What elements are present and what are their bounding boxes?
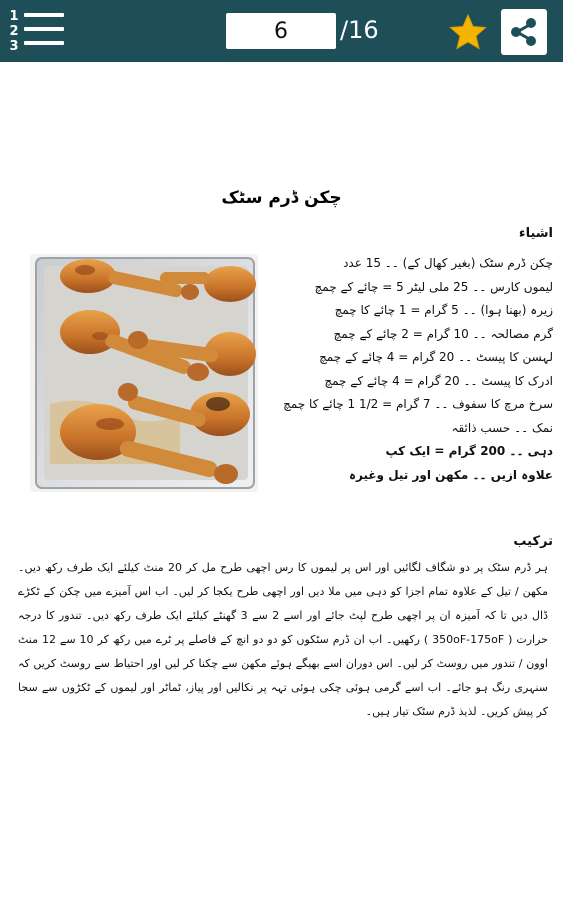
- menu-number-1: 1: [9, 9, 19, 24]
- menu-line: [24, 27, 64, 31]
- recipe-title: چکن ڈرم سٹک: [221, 188, 342, 208]
- top-toolbar: [0, 0, 563, 62]
- ingredient-item: چکن ڈرم سٹک (بغیر کھال کے) ۔۔ 15 عدد: [343, 256, 553, 270]
- share-button[interactable]: [501, 9, 547, 55]
- menu-line: [24, 13, 64, 17]
- share-icon: [509, 17, 539, 47]
- ingredient-item: نمک ۔۔ حسب ذائقہ: [451, 420, 553, 435]
- menu-number-3: 3: [9, 39, 19, 54]
- ingredient-item: لہسن کا پیسٹ ۔۔ 20 گرام = 4 چائے کے چمچ: [319, 350, 553, 364]
- ingredient-item: سرخ مرچ کا سفوف ۔۔ 7 گرام = 1/2 1 چائے کا چمچ: [283, 397, 553, 411]
- method-heading: ترکیب: [513, 534, 553, 549]
- chicken-drumsticks-photo: [30, 254, 258, 492]
- favorite-star-icon[interactable]: [448, 12, 488, 52]
- ingredient-item: علاوہ ازیں ۔۔ مکھن اور تیل وغیرہ: [348, 467, 553, 482]
- chapter-list-icon[interactable]: [8, 10, 66, 54]
- recipe-page: [0, 62, 563, 900]
- ingredient-item: زیرہ (بھنا ہوا) ۔۔ 5 گرام = 1 چائے کا چمچ: [334, 303, 553, 317]
- star-icon: [448, 12, 488, 52]
- ingredient-item: لیموں کارس ۔۔ 25 ملی لیٹر 5 = چائے کے چمچ: [314, 279, 553, 294]
- method-text: ہر ڈرم سٹک پر دو شگاف لگائیں اور اس پر لیموں کا رس اچھی طرح مل کر 20 منٹ کیلئے ایک طرف رکھ دیں۔ مکھن / تیل کے علاوہ تمام اجزا کو دہی میں ملا دیں اور اچھی طرح یکجا کر لیں۔ اب اس آمیزے میں چکن کے ٹکڑے ڈال دیں تا کہ آمیزہ ان پر اچھی طرح لپٹ جائے اور اسے 2 سے 3 گھنٹے کیلئے ایک طرف رکھ دیں۔ تندور کا درجہ حرارت ( 350oF-175oF ) رکھیں۔ اب ان ڈرم سٹکوں کو دو دو انچ کے فاصلے پر ٹرے میں رکھ کر 10 سے 12 منٹ اوون / تندور میں روسٹ کر لیں۔ اس دوران اسے بھیگے ہوئے مکھن سے چکنا کر لیں اور احتیاط سے روسٹ کریں کہ سنہری رنگ ہو جائے۔ اب اسے گرمی ہوئی چکی ہوئی تہہ پر نکالیں اور پیاز، ٹماٹر اور لیموں کے ٹکڑوں سے سجا کر پیش کریں۔ لذیذ ڈرم سٹک تیار ہیں۔: [18, 561, 548, 718]
- ingredient-item: ادرک کا پیسٹ ۔۔ 20 گرام = 4 چائے کے چمچ: [324, 373, 553, 388]
- ingredients-heading: اشیاء: [518, 226, 553, 241]
- menu-line: [24, 41, 64, 45]
- ingredient-item: گرم مصالحہ ۔۔ 10 گرام = 2 چائے کے چمچ: [333, 326, 553, 341]
- menu-number-2: 2: [9, 24, 19, 39]
- page-number-input[interactable]: [226, 13, 336, 49]
- ingredient-item: دہی ۔۔ 200 گرام = ایک کپ: [385, 444, 553, 458]
- page-total: /16: [340, 16, 379, 44]
- ingredients-list: [283, 252, 553, 487]
